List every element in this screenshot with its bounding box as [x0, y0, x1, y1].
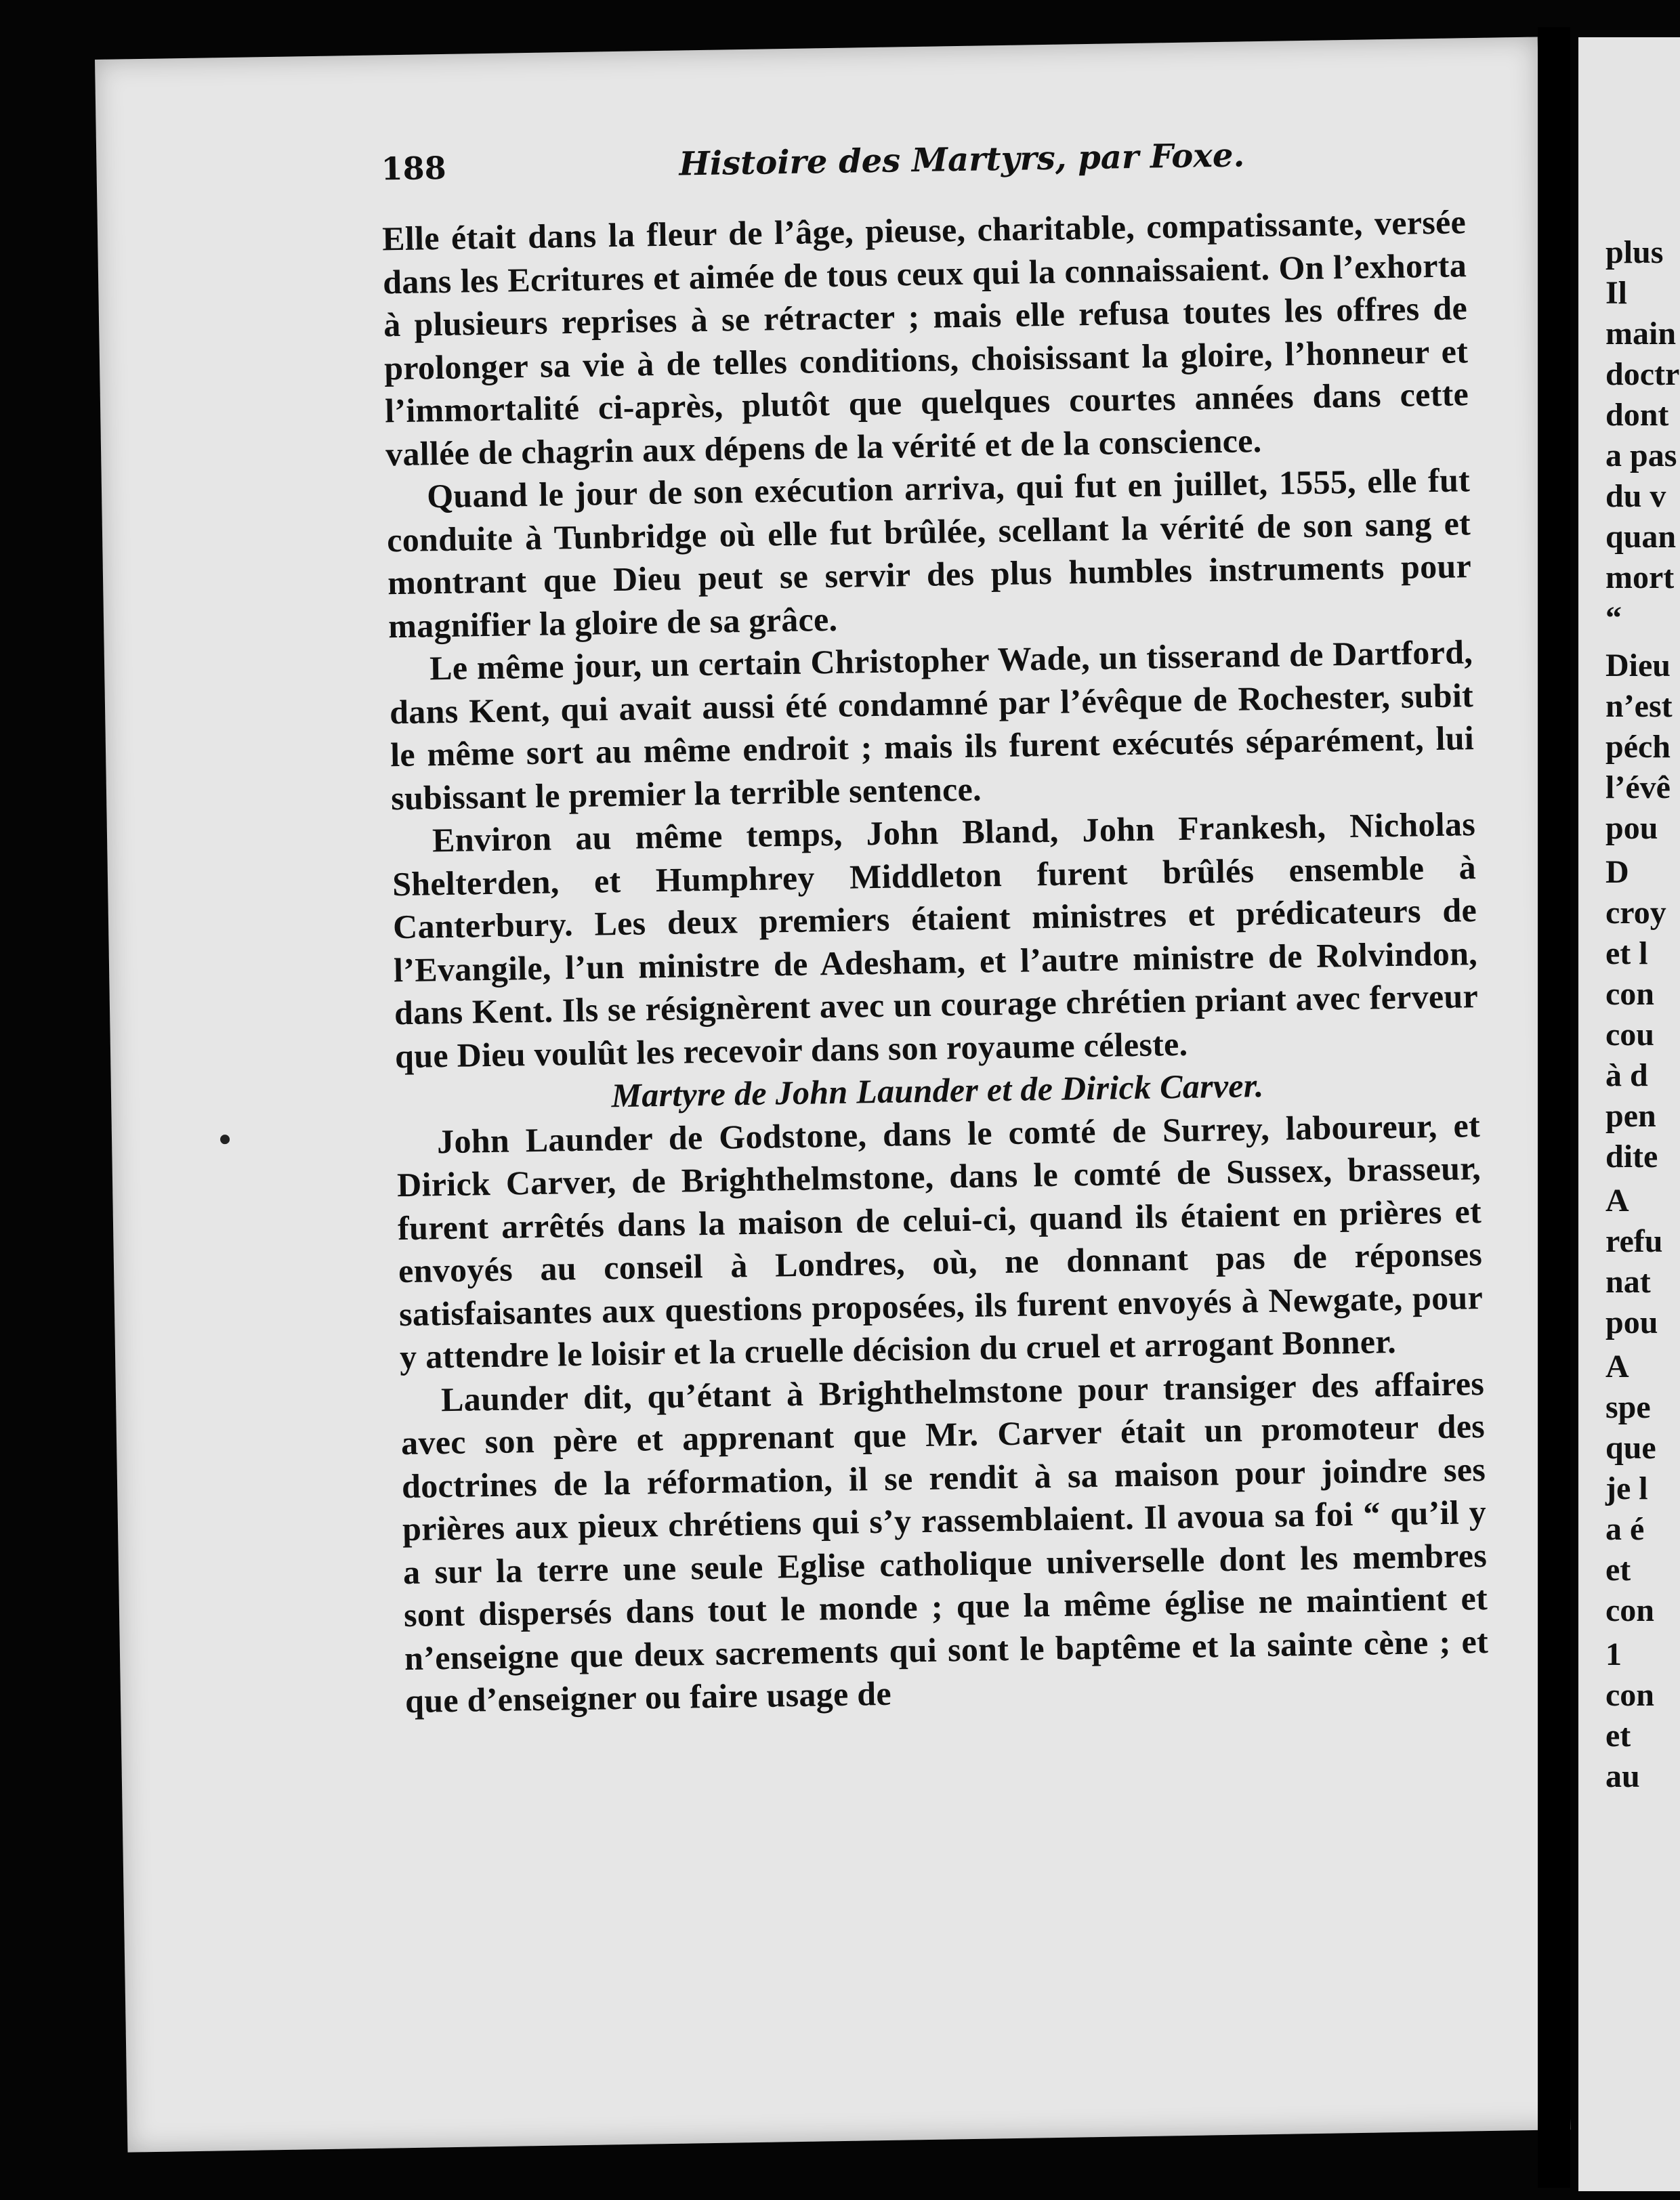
right-page-line: dite: [1605, 1139, 1658, 1175]
right-page-line: Il: [1605, 275, 1628, 311]
right-page-line: a pas: [1605, 438, 1677, 473]
paragraph: Environ au même temps, John Bland, John Frankesh, Nicholas Shelterden, et Humphrey Middleton furent brûlés ensemble à Canterbury. Les deux premiers étaient ministres et prédicateurs de l’Evangile, l’un ministre de Adesham, et l’autre ministre de Rolvindon, dans Kent. Ils se résignèrent avec un courage chrétien priant avec ferveur que Dieu voulût les recevoir dans son royaume céleste.: [392, 805, 1479, 1075]
right-page-line: 1: [1605, 1636, 1622, 1672]
right-page-fragment: [1578, 37, 1680, 2191]
right-page-line: refu: [1605, 1223, 1663, 1259]
right-page-line: dont: [1605, 397, 1669, 433]
right-page-line: main: [1605, 316, 1677, 352]
right-page-line: l’évê: [1605, 769, 1671, 805]
right-page-line: et: [1605, 1552, 1631, 1588]
right-page-line: n’est: [1605, 688, 1673, 724]
right-page-line: nat: [1605, 1264, 1651, 1300]
right-page-line: péch: [1605, 729, 1671, 765]
page-number: 188: [381, 149, 447, 188]
right-page-line: doctr: [1605, 356, 1680, 392]
right-page-line: “: [1605, 600, 1622, 636]
book-gutter: [1538, 27, 1570, 2188]
right-page-line: à d: [1605, 1057, 1648, 1093]
running-head: [381, 132, 1532, 188]
ink-speck: [220, 1135, 230, 1144]
section-heading: Martyre de John Launder et de Dirick Carver.: [611, 1066, 1265, 1115]
paragraph: John Launder de Godstone, dans le comté de Surrey, laboureur, et Dirick Carver, de Brighthelmstone, dans le comté de Sussex, brasseur, furent arrêtés dans la maison de celui-ci, quand ils étaient en prières et envoyés au conseil à Londres, où, ne donnant pas de réponses satisfaisantes aux questions proposées, ils furent envoyés à Newgate, pour y attendre le loisir et la cruelle décision du cruel et arrogant Bonner.: [396, 1105, 1484, 1376]
right-page-line: pou: [1605, 1305, 1658, 1340]
right-page-line: A: [1605, 1183, 1629, 1219]
right-page-line: cou: [1605, 1017, 1654, 1053]
right-page-line: et l: [1605, 935, 1648, 971]
right-page-line: D: [1605, 854, 1629, 890]
right-page-line: a é: [1605, 1511, 1645, 1547]
right-page-line: mort: [1605, 559, 1675, 595]
right-page-line: pen: [1605, 1098, 1656, 1134]
right-page-line: A: [1605, 1349, 1629, 1384]
right-page-line: con: [1605, 1592, 1654, 1628]
paragraph: Le même jour, un certain Christopher Wade, un tisserand de Dartford, dans Kent, qui avait aussi été condamné par l’évêque de Rochester, subit le même sort au même endroit ; mais ils furent exécutés séparément, lui subissant le premier la terrible sentence.: [389, 633, 1475, 817]
right-page-line: que: [1605, 1430, 1656, 1466]
right-page-line: Dieu: [1605, 648, 1671, 683]
right-page-line: con: [1605, 1677, 1654, 1713]
body-text: [382, 200, 1490, 1722]
right-page-line: spe: [1605, 1389, 1651, 1425]
right-page-line: et: [1605, 1718, 1631, 1754]
right-page-line: du v: [1605, 478, 1666, 514]
paragraph: Elle était dans la fleur de l’âge, pieuse, charitable, compatissante, versée dans les Ecritures et aimée de tous ceux qui la connaissaient. On l’exhorta à plusieurs reprises à se rétracter ; mais elle refusa toutes les offres de prolonger sa vie à de telles conditions, choisissant la gloire, l’honneur et l’immortalité ci-après, plutôt que quelques courtes années dans cette vallée de chagrin aux dépens de la vérité et de la conscience.: [381, 203, 1469, 473]
right-page-line: croy: [1605, 895, 1666, 931]
paragraph: Quand le jour de son exécution arriva, qui fut en juillet, 1555, elle fut conduite à Tunbridge où elle fut brûlée, scellant la vérité de son sang et montrant que Dieu peut se servir des plus humbles instruments pour magnifier la gloire de sa grâce.: [386, 461, 1472, 645]
paragraph: Launder dit, qu’étant à Brighthelmstone pour transiger des affaires avec son père et apprenant que Mr. Carver était un promoteur des doctrines de la réformation, il se rendit à sa maison pour joindre ses prières aux pieux chrétiens qui s’y rassemblaient. Il avoua sa foi “ qu’il y a sur la terre une seule Eglise catholique universelle dont les membres sont dispersés dans tout le monde ; que la même église ne maintient et n’enseigne que deux sacrements qui sont le baptême et la sainte cène ; et que d’enseigner ou faire usage de: [400, 1363, 1489, 1720]
running-title: Histoire des Martyrs, par Foxe.: [679, 136, 1245, 184]
right-page-line: au: [1605, 1758, 1640, 1794]
right-page-line: quan: [1605, 519, 1677, 555]
left-page: [95, 37, 1570, 2153]
right-page-line: pou: [1605, 810, 1658, 846]
right-page-line: plus: [1605, 234, 1664, 270]
right-page-line: con: [1605, 976, 1654, 1012]
right-page-line: je l: [1605, 1471, 1648, 1506]
